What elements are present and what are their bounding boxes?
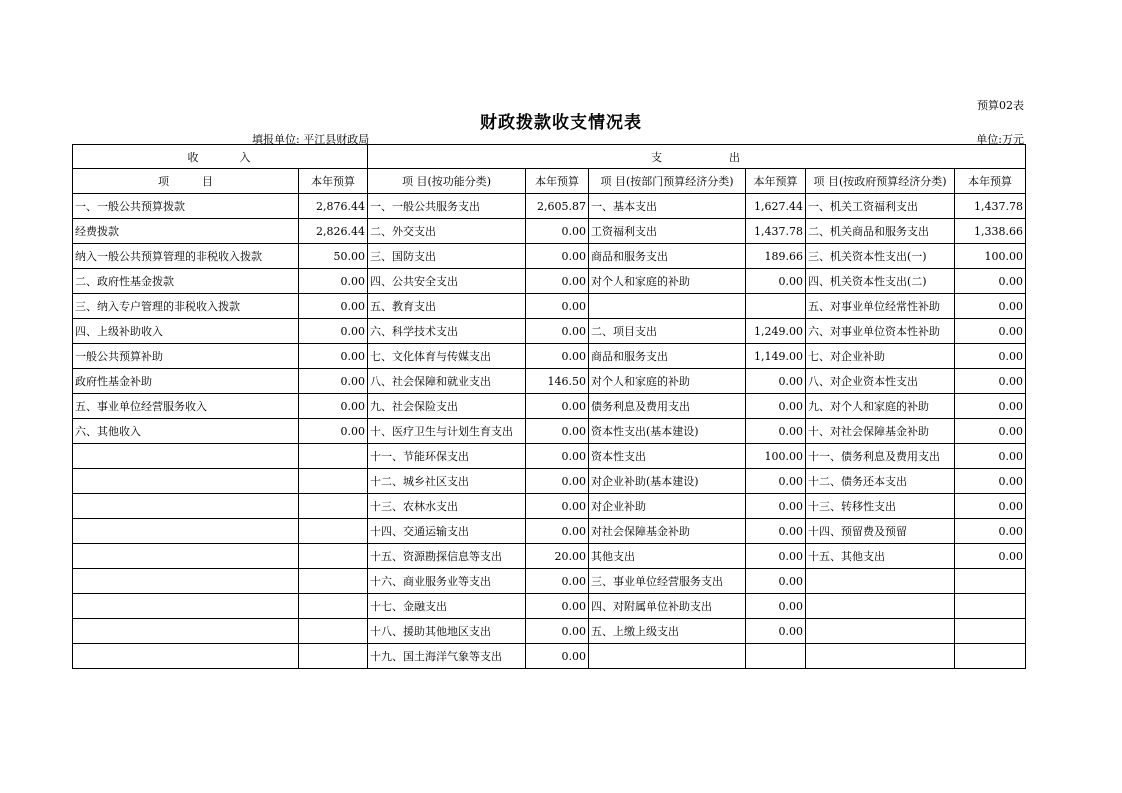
income-item-cell: 二、政府性基金拨款 bbox=[73, 269, 299, 294]
gov-item-cell: 十二、债务还本支出 bbox=[806, 469, 955, 494]
reporting-unit: 填报单位: 平江县财政局 bbox=[252, 133, 370, 146]
expense-section-header: 支 出 bbox=[368, 145, 1026, 169]
dept-item-cell: 二、项目支出 bbox=[589, 319, 746, 344]
func-item-cell: 十六、商业服务业等支出 bbox=[368, 569, 526, 594]
dept-item-cell bbox=[589, 294, 746, 319]
dept-item-cell: 资本性支出 bbox=[589, 444, 746, 469]
unit-label: 单位:万元 bbox=[976, 133, 1024, 146]
func-budget-cell: 0.00 bbox=[526, 394, 589, 419]
dept-item-cell: 商品和服务支出 bbox=[589, 344, 746, 369]
income-budget-cell bbox=[299, 444, 368, 469]
func-item-cell: 二、外交支出 bbox=[368, 219, 526, 244]
gov-item-cell bbox=[806, 594, 955, 619]
income-item-cell: 五、事业单位经营服务收入 bbox=[73, 394, 299, 419]
table-row bbox=[73, 544, 1026, 569]
gov-item-cell: 一、机关工资福利支出 bbox=[806, 194, 955, 219]
header-row-sections bbox=[73, 145, 1026, 169]
func-budget-header: 本年预算 bbox=[526, 169, 589, 194]
income-item-cell: 三、纳入专户管理的非税收入拨款 bbox=[73, 294, 299, 319]
func-item-header: 项 目(按功能分类) bbox=[368, 169, 526, 194]
table-row bbox=[73, 644, 1026, 669]
income-item-cell bbox=[73, 594, 299, 619]
table-row bbox=[73, 619, 1026, 644]
dept-budget-cell: 0.00 bbox=[746, 619, 806, 644]
dept-item-header: 项 目(按部门预算经济分类) bbox=[589, 169, 746, 194]
income-item-cell bbox=[73, 444, 299, 469]
table-row bbox=[73, 519, 1026, 544]
income-item-cell: 纳入一般公共预算管理的非税收入拨款 bbox=[73, 244, 299, 269]
table-row bbox=[73, 444, 1026, 469]
func-item-cell: 四、公共安全支出 bbox=[368, 269, 526, 294]
dept-budget-cell bbox=[746, 294, 806, 319]
dept-item-cell: 五、上缴上级支出 bbox=[589, 619, 746, 644]
dept-budget-cell: 0.00 bbox=[746, 569, 806, 594]
dept-item-cell: 其他支出 bbox=[589, 544, 746, 569]
dept-item-cell bbox=[589, 644, 746, 669]
dept-budget-cell: 0.00 bbox=[746, 519, 806, 544]
income-budget-cell bbox=[299, 594, 368, 619]
table-row bbox=[73, 294, 1026, 319]
dept-budget-cell: 0.00 bbox=[746, 269, 806, 294]
income-budget-cell bbox=[299, 644, 368, 669]
gov-budget-cell: 0.00 bbox=[955, 469, 1026, 494]
dept-budget-cell: 0.00 bbox=[746, 369, 806, 394]
func-item-cell: 十二、城乡社区支出 bbox=[368, 469, 526, 494]
income-budget-cell: 0.00 bbox=[299, 319, 368, 344]
dept-budget-cell: 1,627.44 bbox=[746, 194, 806, 219]
dept-budget-cell: 0.00 bbox=[746, 394, 806, 419]
table-row bbox=[73, 369, 1026, 394]
income-item-cell bbox=[73, 544, 299, 569]
func-budget-cell: 0.00 bbox=[526, 344, 589, 369]
gov-item-cell bbox=[806, 619, 955, 644]
func-item-cell: 一、一般公共服务支出 bbox=[368, 194, 526, 219]
gov-budget-cell bbox=[955, 619, 1026, 644]
func-budget-cell: 146.50 bbox=[526, 369, 589, 394]
table-row bbox=[73, 469, 1026, 494]
table-row bbox=[73, 419, 1026, 444]
income-item-cell: 政府性基金补助 bbox=[73, 369, 299, 394]
header-row-columns bbox=[73, 169, 1026, 194]
func-budget-cell: 0.00 bbox=[526, 219, 589, 244]
income-budget-cell: 0.00 bbox=[299, 294, 368, 319]
income-budget-header: 本年预算 bbox=[299, 169, 368, 194]
income-budget-cell bbox=[299, 519, 368, 544]
table-row bbox=[73, 494, 1026, 519]
gov-budget-cell: 0.00 bbox=[955, 494, 1026, 519]
budget-table bbox=[72, 144, 1026, 669]
func-item-cell: 八、社会保障和就业支出 bbox=[368, 369, 526, 394]
table-row bbox=[73, 594, 1026, 619]
gov-budget-cell: 0.00 bbox=[955, 419, 1026, 444]
income-item-cell: 经费拨款 bbox=[73, 219, 299, 244]
func-budget-cell: 0.00 bbox=[526, 644, 589, 669]
dept-budget-cell: 0.00 bbox=[746, 594, 806, 619]
dept-budget-cell: 1,249.00 bbox=[746, 319, 806, 344]
table-row bbox=[73, 569, 1026, 594]
income-item-cell bbox=[73, 644, 299, 669]
func-item-cell: 十四、交通运输支出 bbox=[368, 519, 526, 544]
gov-budget-cell: 0.00 bbox=[955, 444, 1026, 469]
income-item-cell bbox=[73, 519, 299, 544]
func-budget-cell: 0.00 bbox=[526, 269, 589, 294]
dept-item-cell: 债务利息及费用支出 bbox=[589, 394, 746, 419]
dept-budget-cell: 189.66 bbox=[746, 244, 806, 269]
func-budget-cell: 0.00 bbox=[526, 244, 589, 269]
func-budget-cell: 0.00 bbox=[526, 619, 589, 644]
dept-budget-cell: 0.00 bbox=[746, 419, 806, 444]
table-row bbox=[73, 219, 1026, 244]
dept-item-cell: 对社会保障基金补助 bbox=[589, 519, 746, 544]
income-item-cell: 四、上级补助收入 bbox=[73, 319, 299, 344]
table-row bbox=[73, 319, 1026, 344]
func-budget-cell: 0.00 bbox=[526, 294, 589, 319]
income-item-header: 项 目 bbox=[73, 169, 299, 194]
dept-item-cell: 三、事业单位经营服务支出 bbox=[589, 569, 746, 594]
func-item-cell: 十三、农林水支出 bbox=[368, 494, 526, 519]
income-budget-cell: 0.00 bbox=[299, 344, 368, 369]
dept-budget-cell: 100.00 bbox=[746, 444, 806, 469]
gov-item-cell: 五、对事业单位经常性补助 bbox=[806, 294, 955, 319]
gov-budget-cell: 0.00 bbox=[955, 269, 1026, 294]
func-budget-cell: 0.00 bbox=[526, 519, 589, 544]
func-item-cell: 十八、援助其他地区支出 bbox=[368, 619, 526, 644]
income-budget-cell: 2,876.44 bbox=[299, 194, 368, 219]
table-row bbox=[73, 244, 1026, 269]
gov-item-cell: 四、机关资本性支出(二) bbox=[806, 269, 955, 294]
dept-item-cell: 一、基本支出 bbox=[589, 194, 746, 219]
gov-budget-cell: 0.00 bbox=[955, 394, 1026, 419]
dept-item-cell: 资本性支出(基本建设) bbox=[589, 419, 746, 444]
gov-budget-cell: 0.00 bbox=[955, 369, 1026, 394]
dept-item-cell: 对个人和家庭的补助 bbox=[589, 269, 746, 294]
func-item-cell: 六、科学技术支出 bbox=[368, 319, 526, 344]
page-title: 财政拨款收支情况表 bbox=[480, 113, 642, 133]
dept-item-cell: 工资福利支出 bbox=[589, 219, 746, 244]
gov-item-cell: 十三、转移性支出 bbox=[806, 494, 955, 519]
income-budget-cell: 0.00 bbox=[299, 369, 368, 394]
income-budget-cell bbox=[299, 569, 368, 594]
gov-budget-cell: 0.00 bbox=[955, 319, 1026, 344]
table-row bbox=[73, 344, 1026, 369]
gov-budget-cell: 1,437.78 bbox=[955, 194, 1026, 219]
func-item-cell: 十、医疗卫生与计划生育支出 bbox=[368, 419, 526, 444]
income-item-cell: 一般公共预算补助 bbox=[73, 344, 299, 369]
gov-budget-header: 本年预算 bbox=[955, 169, 1026, 194]
dept-budget-header: 本年预算 bbox=[746, 169, 806, 194]
income-budget-cell: 0.00 bbox=[299, 269, 368, 294]
dept-item-cell: 四、对附属单位补助支出 bbox=[589, 594, 746, 619]
gov-item-cell bbox=[806, 644, 955, 669]
gov-item-cell: 七、对企业补助 bbox=[806, 344, 955, 369]
form-number: 预算02表 bbox=[977, 99, 1024, 112]
dept-budget-cell bbox=[746, 644, 806, 669]
gov-budget-cell: 1,338.66 bbox=[955, 219, 1026, 244]
gov-budget-cell: 0.00 bbox=[955, 294, 1026, 319]
func-budget-cell: 0.00 bbox=[526, 494, 589, 519]
func-item-cell: 十九、国土海洋气象等支出 bbox=[368, 644, 526, 669]
gov-item-cell: 十、对社会保障基金补助 bbox=[806, 419, 955, 444]
income-budget-cell: 0.00 bbox=[299, 419, 368, 444]
income-item-cell bbox=[73, 469, 299, 494]
income-budget-cell bbox=[299, 619, 368, 644]
func-budget-cell: 2,605.87 bbox=[526, 194, 589, 219]
func-item-cell: 十一、节能环保支出 bbox=[368, 444, 526, 469]
gov-item-cell: 八、对企业资本性支出 bbox=[806, 369, 955, 394]
dept-budget-cell: 1,437.78 bbox=[746, 219, 806, 244]
dept-item-cell: 对企业补助(基本建设) bbox=[589, 469, 746, 494]
income-item-cell bbox=[73, 569, 299, 594]
income-section-header: 收 入 bbox=[73, 145, 368, 169]
income-budget-cell: 50.00 bbox=[299, 244, 368, 269]
income-item-cell bbox=[73, 619, 299, 644]
dept-item-cell: 对企业补助 bbox=[589, 494, 746, 519]
income-item-cell bbox=[73, 494, 299, 519]
dept-budget-cell: 0.00 bbox=[746, 544, 806, 569]
gov-item-header: 项 目(按政府预算经济分类) bbox=[806, 169, 955, 194]
func-item-cell: 七、文化体育与传媒支出 bbox=[368, 344, 526, 369]
gov-item-cell: 九、对个人和家庭的补助 bbox=[806, 394, 955, 419]
gov-budget-cell bbox=[955, 644, 1026, 669]
func-item-cell: 十五、资源勘探信息等支出 bbox=[368, 544, 526, 569]
gov-item-cell: 二、机关商品和服务支出 bbox=[806, 219, 955, 244]
gov-item-cell: 十四、预留费及预留 bbox=[806, 519, 955, 544]
table-row bbox=[73, 269, 1026, 294]
income-budget-cell: 2,826.44 bbox=[299, 219, 368, 244]
gov-item-cell: 十一、债务利息及费用支出 bbox=[806, 444, 955, 469]
gov-budget-cell bbox=[955, 594, 1026, 619]
dept-budget-cell: 0.00 bbox=[746, 494, 806, 519]
gov-budget-cell: 0.00 bbox=[955, 344, 1026, 369]
income-budget-cell bbox=[299, 544, 368, 569]
gov-budget-cell: 100.00 bbox=[955, 244, 1026, 269]
func-budget-cell: 0.00 bbox=[526, 469, 589, 494]
income-item-cell: 一、一般公共预算拨款 bbox=[73, 194, 299, 219]
income-budget-cell bbox=[299, 494, 368, 519]
gov-budget-cell: 0.00 bbox=[955, 519, 1026, 544]
dept-budget-cell: 1,149.00 bbox=[746, 344, 806, 369]
func-budget-cell: 0.00 bbox=[526, 419, 589, 444]
dept-item-cell: 对个人和家庭的补助 bbox=[589, 369, 746, 394]
table-row bbox=[73, 194, 1026, 219]
gov-item-cell: 六、对事业单位资本性补助 bbox=[806, 319, 955, 344]
gov-item-cell: 十五、其他支出 bbox=[806, 544, 955, 569]
table-row bbox=[73, 394, 1026, 419]
func-item-cell: 九、社会保险支出 bbox=[368, 394, 526, 419]
dept-item-cell: 商品和服务支出 bbox=[589, 244, 746, 269]
gov-budget-cell: 0.00 bbox=[955, 544, 1026, 569]
gov-item-cell bbox=[806, 569, 955, 594]
func-budget-cell: 0.00 bbox=[526, 444, 589, 469]
func-budget-cell: 20.00 bbox=[526, 544, 589, 569]
dept-budget-cell: 0.00 bbox=[746, 469, 806, 494]
income-budget-cell bbox=[299, 469, 368, 494]
func-budget-cell: 0.00 bbox=[526, 569, 589, 594]
func-item-cell: 五、教育支出 bbox=[368, 294, 526, 319]
func-item-cell: 三、国防支出 bbox=[368, 244, 526, 269]
gov-item-cell: 三、机关资本性支出(一) bbox=[806, 244, 955, 269]
func-item-cell: 十七、金融支出 bbox=[368, 594, 526, 619]
func-budget-cell: 0.00 bbox=[526, 319, 589, 344]
income-budget-cell: 0.00 bbox=[299, 394, 368, 419]
func-budget-cell: 0.00 bbox=[526, 594, 589, 619]
gov-budget-cell bbox=[955, 569, 1026, 594]
income-item-cell: 六、其他收入 bbox=[73, 419, 299, 444]
